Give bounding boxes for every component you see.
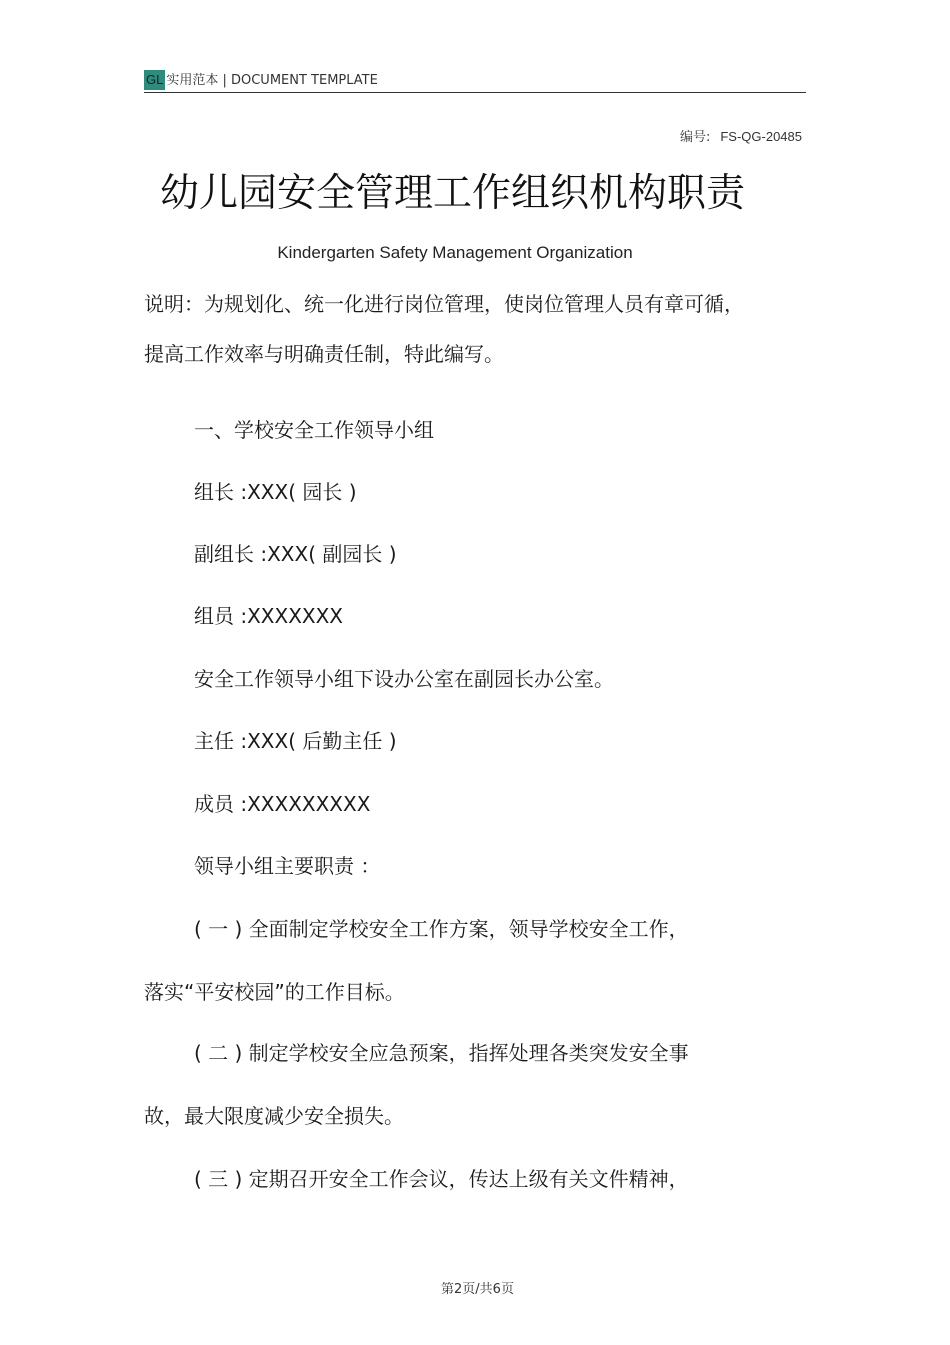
duty-3-line-a: ( 三 ) 定期召开安全工作会议，传达上级有关文件精神， <box>194 1167 689 1191</box>
section-heading: 一、学校安全工作领导小组 <box>194 418 434 442</box>
leader-line: 组长 :XXX( 园长 ) <box>194 480 357 504</box>
duty-2-line-a: ( 二 ) 制定学校安全应急预案，指挥处理各类突发安全事 <box>194 1041 689 1065</box>
document-number <box>680 126 802 145</box>
document-number-value: FS-QG-20485 <box>720 129 802 144</box>
office-line: 安全工作领导小组下设办公室在副园长办公室。 <box>194 667 614 691</box>
duty-1-line-b: 落实“平安校园”的工作目标。 <box>144 980 405 1004</box>
note-line-2: 提高工作效率与明确责任制，特此编写。 <box>144 342 504 366</box>
duty-2-line-b: 故，最大限度减少安全损失。 <box>144 1104 404 1128</box>
members-line: 组员 :XXXXXXX <box>194 604 344 628</box>
document-number-label: 编号: <box>679 130 711 145</box>
note-line-1: 说明：为规划化、统一化进行岗位管理，使岗位管理人员有章可循， <box>144 292 744 316</box>
office-members-line: 成员 :XXXXXXXXX <box>194 792 371 816</box>
gl-logo: GL <box>144 70 165 90</box>
duty-1-line-a: ( 一 ) 全面制定学校安全工作方案，领导学校安全工作， <box>194 917 689 941</box>
document-title: 幼儿园安全管理工作组织机构职责 <box>159 171 745 216</box>
duties-heading: 领导小组主要职责 ： <box>194 854 381 878</box>
header-label: 实用范本 | DOCUMENT TEMPLATE <box>166 73 378 88</box>
deputy-line: 副组长 :XXX( 副园长 ) <box>194 542 397 566</box>
document-subtitle: Kindergarten Safety Management Organization <box>277 243 633 262</box>
page-footer: 第2页/共6页 <box>441 1282 514 1297</box>
director-line: 主任 :XXX( 后勤主任 ) <box>194 729 397 753</box>
page-header <box>144 70 806 93</box>
